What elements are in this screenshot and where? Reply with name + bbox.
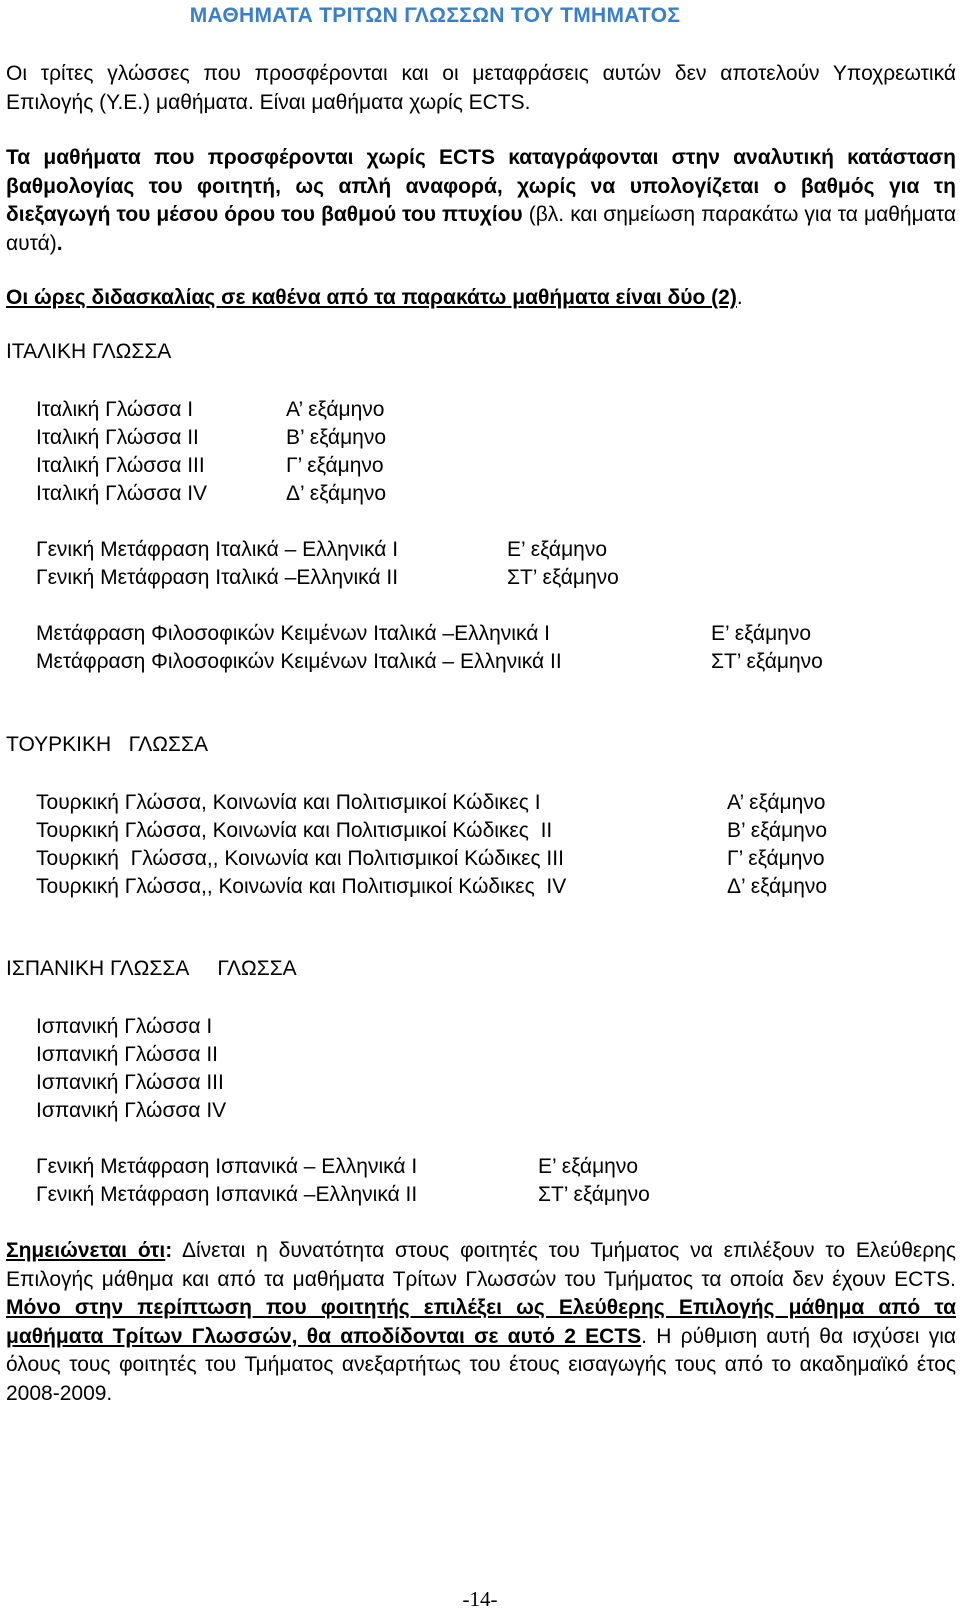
course-name: Ισπανική Γλώσσα Ι (36, 1015, 213, 1038)
course-semester: ΣΤ’ εξάμηνο (711, 650, 823, 673)
intro-paragraph (6, 60, 956, 117)
course-semester: ΣΤ’ εξάμηνο (507, 566, 619, 589)
course-name: Γενική Μετάφραση Ισπανικά – Ελληνικά Ι (36, 1155, 418, 1178)
course-name: Γενική Μετάφραση Ιταλικά –Ελληνικά ΙΙ (36, 566, 399, 589)
footnote-text2: . Η ρύθμιση αυτή θα ισχύσει για όλους τους φοιτητές του Τμήματος ανεξαρτήτως του έτους εισαγωγής τους από το ακαδημαϊκό έτος 2008-2009. (6, 1324, 956, 1405)
course-name: Ισπανική Γλώσσα ΙΙΙ (36, 1071, 224, 1094)
course-semester: Δ’ εξάμηνο (286, 482, 387, 505)
footnote-text1: Δίνεται η δυνατότητα στους φοιτητές του Τμήματος να επιλέξουν το Ελεύθερης Επιλογής μάθημα και από τα μαθήματα Τρίτων Γλωσσών του Τμήματος τα οποία δεν έχουν ECTS. (6, 1239, 956, 1291)
course-name: Τουρκική Γλώσσα,, Κοινωνία και Πολιτισμικοί Κώδικες ΙV (36, 875, 567, 898)
course-semester: Β’ εξάμηνο (727, 819, 828, 842)
course-semester: Ε’ εξάμηνο (507, 538, 608, 561)
course-semester: ΣΤ’ εξάμηνο (538, 1183, 650, 1206)
ects-note-end: . (56, 231, 63, 255)
ects-note-paragraph (6, 144, 956, 258)
italian-heading: ΙΤΑΛΙΚΗ ΓΛΩΣΣΑ (6, 340, 172, 363)
ects-note-normal: (βλ. και σημείωση παρακάτω για τα μαθήματα αυτά) (6, 203, 956, 255)
spanish-heading: ΙΣΠΑΝΙΚΗ ΓΛΩΣΣΑ ΓΛΩΣΣΑ (6, 957, 297, 980)
course-name: Τουρκική Γλώσσα,, Κοινωνία και Πολιτισμικοί Κώδικες ΙΙΙ (36, 847, 564, 870)
page-number: -14- (462, 1587, 498, 1611)
hours-note-paragraph (6, 284, 956, 313)
turkish-heading: ΤΟΥΡΚΙΚΗ ΓΛΩΣΣΑ (6, 733, 208, 756)
course-semester: Γ’ εξάμηνο (286, 454, 384, 477)
course-name: Γενική Μετάφραση Ιταλικά – Ελληνικά Ι (36, 538, 399, 561)
course-name: Ισπανική Γλώσσα ΙV (36, 1099, 227, 1122)
course-name: Γενική Μετάφραση Ισπανικά –Ελληνικά ΙΙ (36, 1183, 418, 1206)
course-semester: Γ’ εξάμηνο (727, 847, 825, 870)
footnote-label: Σημειώνεται ότι (6, 1239, 166, 1262)
intro-text: Οι τρίτες γλώσσες που προσφέρονται και οι μεταφράσεις αυτών δεν αποτελούν Υποχρεωτικά Επιλογής (Υ.Ε.) μαθήματα. Είναι μαθήματα χωρίς ECTS. (6, 62, 956, 114)
course-name: Τουρκική Γλώσσα, Κοινωνία και Πολιτισμικοί Κώδικες ΙΙ (36, 819, 553, 842)
hours-note-text: Οι ώρες διδασκαλίας σε καθένα από τα παρακάτω μαθήματα είναι δύο (2) (6, 286, 737, 309)
course-name: Ιταλική Γλώσσα ΙΙ (36, 426, 199, 449)
course-semester: Δ’ εξάμηνο (727, 875, 828, 898)
ects-note-bold: Τα μαθήματα που προσφέρονται χωρίς ECTS καταγράφονται στην αναλυτική κατάσταση βαθμολογίας του φοιτητή, ως απλή αναφορά, χωρίς να υπολογίζεται ο βαθμός για τη διεξαγωγή του μέσου όρου του βαθμού του πτυχίου (6, 146, 956, 226)
course-name: Ισπανική Γλώσσα ΙΙ (36, 1043, 219, 1066)
course-name: Μετάφραση Φιλοσοφικών Κειμένων Ιταλικά – Ελληνικά ΙΙ (36, 650, 562, 673)
footnote-paragraph (6, 1237, 956, 1408)
hours-note-end: . (736, 286, 743, 309)
course-semester: Α’ εξάμηνο (727, 791, 826, 814)
course-name: Ιταλική Γλώσσα ΙΙΙ (36, 454, 205, 477)
footnote-emphasis: Μόνο στην περίπτωση που φοιτητής επιλέξει ως Ελεύθερης Επιλογής μάθημα από τα μαθήματα Τρίτων Γλωσσών, θα αποδίδονται σε αυτό 2 ECTS (6, 1296, 956, 1348)
course-semester: Β’ εξάμηνο (286, 426, 387, 449)
course-name: Τουρκική Γλώσσα, Κοινωνία και Πολιτισμικοί Κώδικες Ι (36, 791, 541, 814)
course-name: Ιταλική Γλώσσα Ι (36, 398, 194, 421)
page-title: ΜΑΘΗΜΑΤΑ ΤΡΙΤΩΝ ΓΛΩΣΣΩΝ ΤΟΥ ΤΜΗΜΑΤΟΣ (189, 4, 681, 27)
course-name: Ιταλική Γλώσσα ΙV (36, 482, 208, 505)
course-semester: Ε’ εξάμηνο (711, 622, 812, 645)
course-semester: Ε’ εξάμηνο (538, 1155, 639, 1178)
course-name: Μετάφραση Φιλοσοφικών Κειμένων Ιταλικά –Ελληνικά Ι (36, 622, 551, 645)
course-semester: Α’ εξάμηνο (286, 398, 385, 421)
footnote-colon: : (165, 1239, 173, 1262)
